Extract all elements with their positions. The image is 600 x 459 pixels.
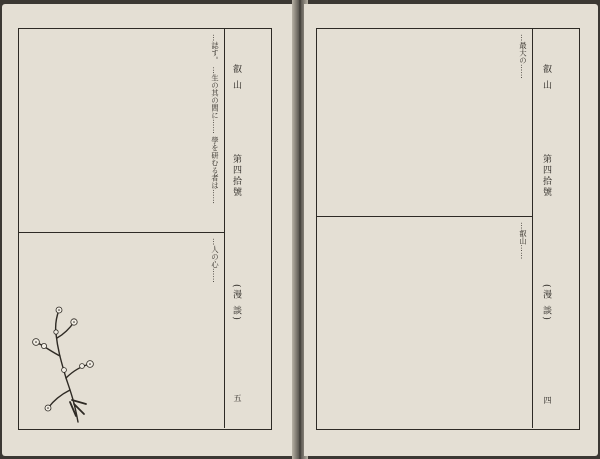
left-upper-text: …誌す。 …生の其の間に…… 學を研むる者は……: [211, 34, 220, 205]
right-page-number: 四: [543, 396, 552, 406]
left-header-rule: [224, 28, 225, 428]
left-page-number: 五: [233, 394, 242, 404]
right-lower-text: …叡山……: [519, 222, 528, 260]
right-page: [304, 4, 598, 456]
plum-blossom-illustration: [26, 304, 98, 424]
right-upper-text: …最大の……: [519, 34, 528, 79]
left-issue-number: 第四拾號: [231, 154, 241, 198]
left-page: [2, 4, 296, 456]
right-section-label: (漫 談): [541, 284, 551, 322]
left-middle-rule: [18, 232, 224, 233]
left-section-label: (漫 談): [231, 284, 241, 322]
left-header-title: 叡 山: [231, 64, 241, 91]
right-middle-rule: [316, 216, 532, 217]
right-header-rule: [532, 28, 533, 428]
right-header-title: 叡 山: [541, 64, 551, 91]
right-issue-number: 第四拾號: [541, 154, 551, 198]
left-lower-text: …人の心……: [211, 238, 220, 283]
